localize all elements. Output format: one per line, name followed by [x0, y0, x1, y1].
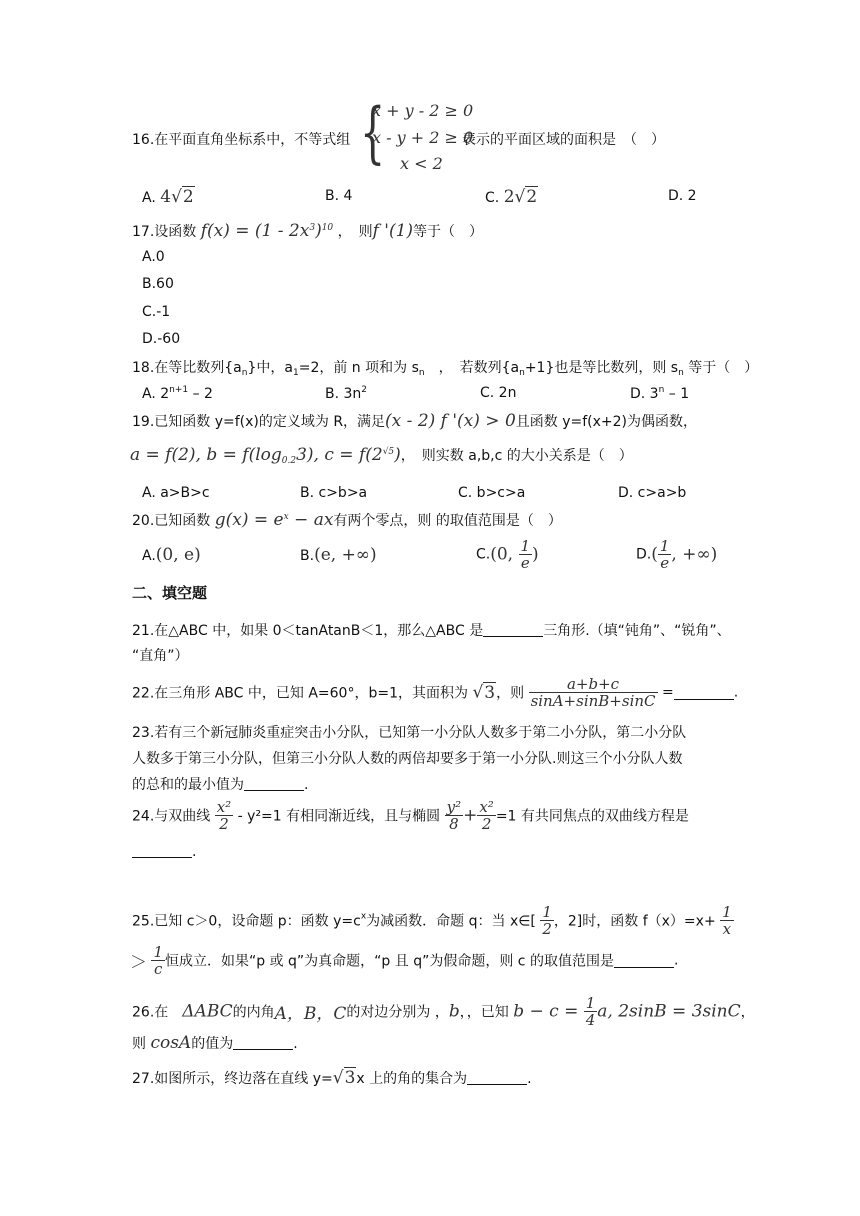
q17-function: [201, 221, 333, 241]
q20-option-c-num: 1: [520, 537, 531, 555]
q21-line-2: “直角”）: [132, 648, 189, 664]
q18-text-1: 18.在等比数列{a: [132, 360, 242, 376]
q25-line-1-b: 为减函数．命题 q：当 x∈[: [366, 913, 536, 930]
q18-option-b: [325, 385, 367, 402]
q17-derivative: f '(1): [372, 221, 414, 241]
q18-option-d: [630, 385, 689, 402]
q25-interval-num: 1: [542, 903, 552, 921]
answer-blank[interactable]: [483, 622, 543, 637]
q17-option-c: C.-1: [142, 304, 171, 320]
q17-function-inner-exp: 3: [309, 223, 316, 233]
q17-option-a: A.0: [142, 249, 165, 265]
q26-line-1: [132, 995, 755, 1028]
q18-option-d-base: D. 3: [630, 386, 659, 402]
q16-option-c-label: C.: [485, 190, 504, 206]
q17-function-body: f(x) = (1 - 2x: [200, 221, 310, 241]
q16-option-a-value: 4√2: [160, 187, 194, 207]
q20-option-a-value: (0, e): [155, 545, 201, 565]
q22-end: .: [733, 684, 739, 701]
q22-fraction: [529, 676, 658, 709]
q21-line-1-text: 21.在△ABC 中，如果 0＜tanAtanB＜1，那么△ABC 是: [132, 623, 484, 639]
q18-text-4: ， 若数列{a: [424, 360, 520, 376]
q26-prefix: 26.在: [132, 1004, 183, 1021]
q16-option-b: B. 4: [325, 188, 353, 204]
q26-condition-1: b − c =: [513, 1001, 584, 1022]
q19-line-1-a: 19.已知函数 y=f(x)的定义域为 R，满足: [132, 414, 386, 430]
q27-end: .: [527, 1071, 532, 1087]
q19-option-d: D. c>a>b: [618, 485, 687, 501]
q20-function-body: g(x) = e: [214, 510, 284, 530]
q23-end: .: [304, 777, 309, 793]
q26-cos-a: cosA: [150, 1033, 192, 1053]
q20-option-d-post: , +∞): [671, 544, 718, 565]
q19-abc: [130, 445, 401, 465]
q20-option-c-pre: (0,: [490, 544, 519, 565]
answer-blank[interactable]: [244, 776, 304, 791]
q19-condition: (x - 2) f '(x) > 0: [385, 411, 516, 431]
q24-fraction-1: [215, 799, 233, 832]
q20-option-d-den: e: [660, 554, 670, 572]
q16-suffix: 表示的平面区域的面积是 （ ）: [462, 132, 665, 148]
q19-abc-1: a = f(2), b = f(log: [130, 445, 282, 465]
q26-angles: A，B，C: [274, 1004, 347, 1024]
q20-option-c-post: ): [532, 544, 539, 565]
q26-b: b: [448, 1001, 460, 1022]
answer-blank[interactable]: [132, 843, 192, 858]
q24-end: .: [192, 844, 197, 860]
q18-option-d-tail: – 1: [664, 386, 690, 402]
q17-option-b: B.60: [142, 276, 174, 292]
q26-mid-2: 的对边分别为 ，: [346, 1004, 449, 1021]
q25-line-1-a: 25.已知 c＞0，设命题 p：函数 y=c: [132, 913, 361, 930]
q20-function-sup: x: [283, 512, 289, 522]
answer-blank[interactable]: [614, 953, 674, 968]
q27-sqrt: √3: [332, 1068, 356, 1088]
q19-option-a: A. a>B>c: [142, 485, 210, 501]
q25-interval-frac: [540, 904, 554, 937]
q22-sqrt-rad: 3: [484, 682, 496, 703]
q17-line: [132, 221, 483, 241]
q18-option-c: C. 2n: [480, 385, 517, 401]
q26-comma: ，: [740, 1004, 755, 1021]
q16-ineq-2: x - y + 2 ≥ 0: [372, 128, 474, 147]
q25-line-2: [130, 944, 678, 977]
q16-option-c-rad: 2: [526, 187, 538, 207]
q18-sub-3: n: [418, 368, 425, 378]
q20-option-b-value: (e, +∞): [314, 545, 377, 565]
q23-line-3-text: 的总和的最小值为: [132, 777, 244, 793]
q20-option-a: [142, 545, 201, 565]
q26-triangle: ΔABC: [182, 1001, 233, 1022]
q22-mid: ，则: [496, 685, 525, 702]
q16-option-a-rad: 2: [182, 187, 194, 207]
q22-fraction-den: sinA+sinB+sinC: [530, 692, 656, 710]
q26-end: .: [293, 1036, 298, 1052]
q26-line-2-a: 则: [132, 1036, 146, 1052]
q25-line-1-sup: x: [360, 911, 367, 922]
answer-blank[interactable]: [233, 1035, 293, 1050]
q20-option-b-label: B.: [300, 548, 315, 564]
q16-option-c-value: 2√2: [503, 187, 538, 207]
q16-option-a-coef: 4: [160, 187, 172, 207]
q23-line-1: 23.若有三个新冠肺炎重症突击小分队，已知第一小分队人数多于第二小分队，第二小分队: [132, 725, 687, 741]
q16-option-a-label: A.: [142, 190, 161, 206]
q22-suffix: =: [657, 684, 674, 701]
q24-suffix: =1 有共同焦点的双曲线方程是: [495, 808, 689, 825]
q16-prefix: 16.在平面直角坐标系中，不等式组: [132, 132, 351, 148]
q20-option-b: [300, 545, 377, 565]
q18-option-a: [142, 385, 213, 402]
section-heading-fill-in: 二、填空题: [132, 584, 208, 602]
q19-abc-2: 3), c = f(2: [296, 445, 383, 465]
q19-line-2-b: ， 则实数 a,b,c 的大小关系是（ ）: [400, 448, 633, 464]
q25-interval-den: 2: [542, 920, 552, 938]
q26-line-2: [132, 1033, 298, 1053]
q22-fraction-num: a+b+c: [529, 676, 658, 693]
q23-line-2: 人数多于第三小分队，但第三小分队人数的两倍却要多于第一小分队.则这三个小分队人数: [132, 751, 683, 767]
q24-line-1: [132, 799, 689, 832]
q16-ineq-1: x + y - 2 ≥ 0: [372, 101, 474, 120]
q27-sqrt-rad: 3: [344, 1068, 356, 1088]
q18-option-a-base: A. 2: [142, 386, 170, 402]
q25-fx-frac: [720, 904, 734, 937]
q24-prefix: 24.与双曲线: [132, 808, 211, 825]
q22-sqrt: √3: [472, 682, 496, 703]
q25-line-2-b: 恒成立．如果“p 或 q”为真命题，“p 且 q”为假命题，则 c 的取值范围是: [165, 953, 614, 970]
q24-fraction-3-num: x²: [479, 798, 494, 816]
q25-c-num: 1: [153, 943, 163, 961]
q20-option-c-frac: [519, 538, 533, 571]
q21-line-1: [132, 620, 731, 640]
q22-line: [132, 676, 738, 709]
q27-line: [132, 1068, 532, 1088]
answer-blank[interactable]: [467, 1070, 527, 1085]
q20-option-c: [476, 538, 539, 571]
q20-option-d: [636, 538, 717, 571]
q25-line-1-c: ，2]时，函数 f（x）=x+: [553, 913, 716, 930]
q24-fraction-1-den: 2: [219, 815, 229, 833]
q24-fraction-2-num: y²: [446, 798, 462, 816]
q19-option-b: B. c>b>a: [300, 485, 368, 501]
q18-option-a-sup: n+1: [169, 385, 189, 395]
q19-abc-sub: 0.2: [281, 456, 297, 466]
q20-option-c-den: e: [520, 554, 530, 572]
q26-condition-frac: [584, 995, 598, 1028]
q19-line-1: [132, 411, 697, 431]
q19-line-2: [130, 445, 633, 466]
q19-line-1-b: 且函数 y=f(x+2)为偶函数，: [515, 414, 698, 430]
q25-c-den: c: [154, 960, 163, 978]
q18-text-5: +1}也是等比数列，则 s: [524, 360, 679, 376]
q20-prefix: 20.已知函数: [132, 513, 211, 529]
q19-abc-3: ): [394, 445, 401, 465]
q17-function-exp: 10: [321, 223, 334, 233]
q19-option-c: C. b>c>a: [458, 485, 526, 501]
q20-option-d-num: 1: [659, 537, 670, 555]
q20-suffix: 有两个零点，则 的取值范围是（ ）: [333, 513, 562, 529]
q18-option-b-base: B. 3n: [325, 386, 362, 402]
q17-prefix: 17.设函数: [132, 224, 197, 240]
q20-option-a-label: A.: [142, 548, 156, 564]
q18-option-d-sup: n: [658, 385, 665, 395]
q24-plus: +: [463, 805, 478, 826]
q17-option-d: D.-60: [142, 331, 181, 347]
q18-option-b-sup: 2: [361, 385, 368, 395]
q25-line-2-a: ＞: [130, 953, 147, 973]
q24-fraction-3: [477, 799, 495, 832]
q16-option-c: [485, 187, 538, 207]
q20-function-tail: − ax: [288, 510, 334, 530]
q24-fraction-3-den: 2: [481, 815, 492, 833]
q26-condition-den: 4: [585, 1011, 596, 1029]
q20-line: [132, 510, 562, 530]
q16-option-d: D. 2: [668, 188, 697, 204]
q25-line-1: [132, 904, 734, 937]
q26-mid-3: ，，已知: [459, 1004, 509, 1021]
q26-condition-num: 1: [585, 994, 596, 1012]
answer-blank[interactable]: [674, 685, 734, 700]
q18-sub-2: 1: [292, 368, 299, 378]
q16-option-c-coef: 2: [503, 187, 515, 207]
q25-fx-den: x: [722, 920, 732, 938]
q26-line-2-b: 的值为: [191, 1036, 234, 1052]
q27-prefix: 27.如图所示，终边落在直线 y=: [132, 1071, 333, 1087]
q24-fraction-1-num: x²: [216, 798, 232, 816]
q20-option-d-label: D.: [636, 546, 652, 563]
q17-mid: ， 则: [337, 224, 373, 240]
q25-fx-num: 1: [722, 903, 732, 921]
q24-fraction-2-den: 8: [449, 815, 459, 833]
q27-suffix: x 上的角的集合为: [356, 1071, 468, 1087]
brace-icon: {: [360, 94, 386, 171]
q26-condition-2: a, 2sinB = 3sinC: [597, 1001, 741, 1022]
q20-option-d-pre: (: [651, 544, 658, 565]
q24-line-2: [132, 843, 196, 860]
q18-sub-5: n: [678, 368, 684, 378]
q20-option-d-frac: [658, 538, 672, 571]
q23-line-3: [132, 774, 308, 794]
q24-fraction-2: [445, 799, 464, 832]
q24-mid: - y²=1 有相同渐近线，且与椭圆: [233, 808, 441, 825]
q17-suffix: 等于（ ）: [413, 224, 484, 240]
q18-option-a-tail: – 2: [188, 386, 213, 402]
q21-line-1-tail: 三角形.（填“钝角”、“锐角”、: [543, 623, 731, 639]
q22-prefix: 22.在三角形 ABC 中，已知 A=60°，b=1，其面积为: [132, 685, 468, 702]
q18-text-2: }中，a: [247, 360, 293, 376]
q20-option-c-label: C.: [476, 546, 491, 563]
q16-ineq-3: x < 2: [400, 154, 443, 173]
q18-sub-4: n: [519, 368, 525, 378]
q16-option-a: [142, 187, 195, 207]
q18-text-3: =2，前 n 项和为 s: [298, 360, 419, 376]
q25-c-frac: [151, 944, 165, 977]
q18-text-6: 等于（ ）: [683, 360, 759, 376]
q17-function-close: ): [315, 221, 322, 241]
q26-mid-1: 的内角: [232, 1004, 275, 1021]
q18-line: [132, 357, 758, 378]
q19-abc-sup: √5: [382, 447, 395, 457]
q20-function: [215, 510, 334, 530]
q18-sub-1: n: [241, 368, 248, 378]
q25-end: .: [673, 952, 679, 969]
